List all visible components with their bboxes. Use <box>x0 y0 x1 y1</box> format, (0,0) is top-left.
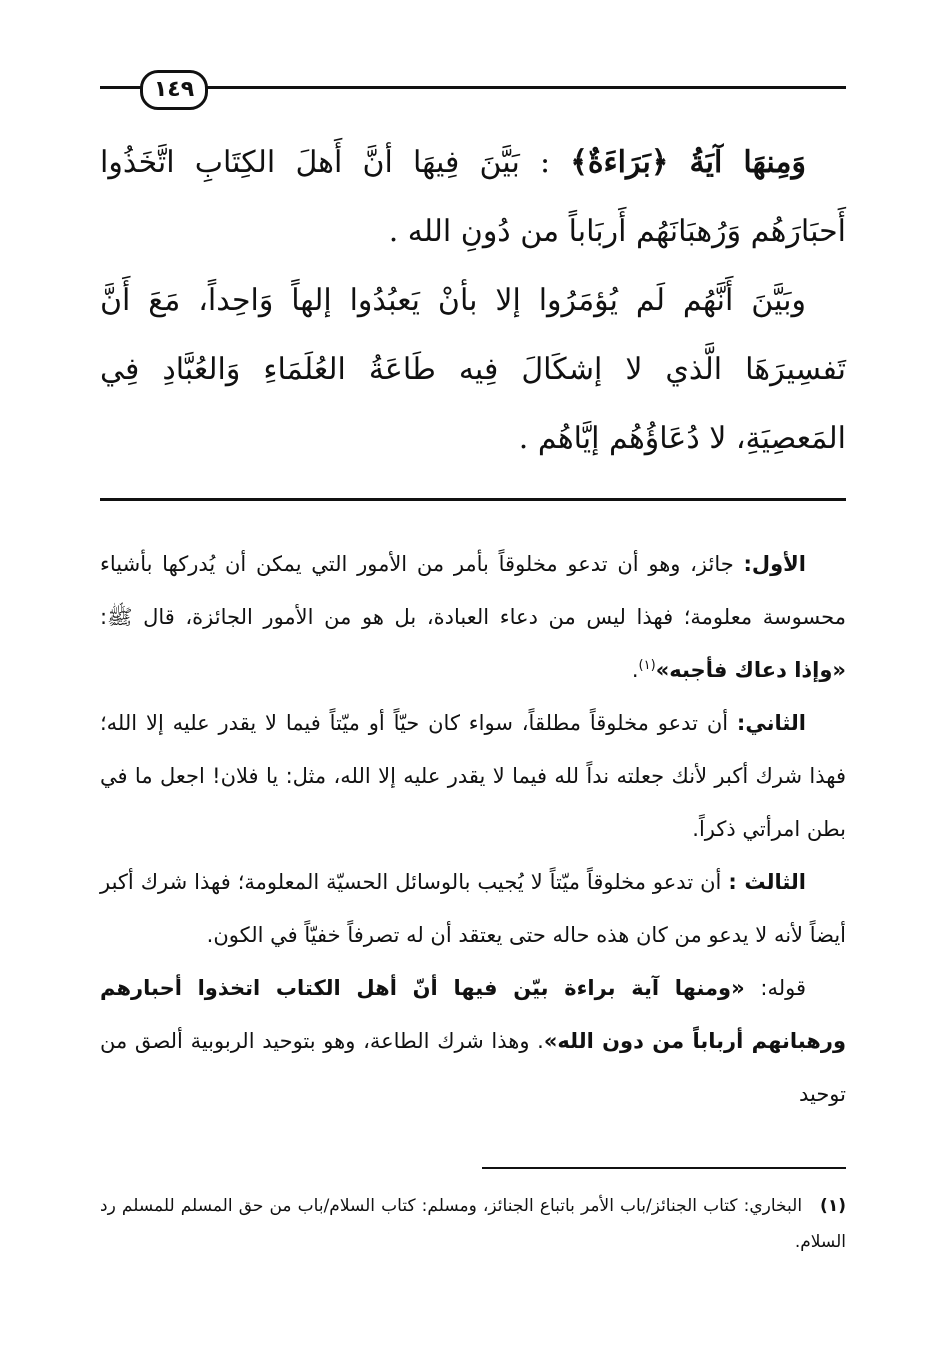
commentary-paragraph-2 <box>100 697 846 856</box>
main-paragraph-1-text: : بَيَّنَ فِيهَا أنَّ أَهلَ الكِتَابِ اتَّخَذُوا أَحبَارَهُم وَرُهبَانَهُم أَربَاباً من دُونِ الله . <box>100 145 846 249</box>
commentary-label: الثاني: <box>736 711 806 735</box>
section-divider <box>100 498 846 501</box>
commentary <box>100 538 846 1121</box>
header-rule <box>100 86 846 89</box>
page-number: ١٤٩ <box>140 70 208 110</box>
quoted-matn: «ومنها آية براءة بيّن فيها أنّ أهل الكتاب اتخذوا أحبارهم ورهبانهم أرباباً من دون الله» <box>100 976 846 1053</box>
commentary-label: الثالث : <box>728 870 806 894</box>
main-paragraph-1-intro: وَمِنهَا آيَةُ <box>668 145 806 180</box>
hadith-quote: «وإذا دعاك فأجبه» <box>655 658 846 682</box>
footnote-rule <box>482 1167 846 1169</box>
footnote-number: (١) <box>820 1196 846 1216</box>
footnote <box>100 1188 846 1260</box>
commentary-label: الأول: <box>743 552 806 576</box>
commentary-paragraph-4 <box>100 962 846 1121</box>
main-paragraph-1 <box>100 128 846 266</box>
commentary-paragraph-3 <box>100 856 846 962</box>
commentary-label: قوله: <box>760 976 806 1000</box>
commentary-text: أن تدعو مخلوقاً مطلقاً، سواء كان حيّاً أو ميّتاً فيما لا يقدر عليه إلا الله؛ فهذا شرك أكبر لأنك جعلته نداً لله فيما لا يقدر عليه إلا الله، مثل: يا فلان! اجعل ما في بطن امرأتي ذكراً. <box>100 711 846 841</box>
footnote-reference[interactable]: (١) <box>638 658 656 673</box>
main-text <box>100 128 846 473</box>
commentary-text: أن تدعو مخلوقاً ميّتاً لا يُجيب بالوسائل الحسيّة المعلومة؛ فهذا شرك أكبر أيضاً لأنه لا يدعو من كان هذه حاله حتى يعتقد أن له تصرفاً خفيّاً في الكون. <box>100 870 846 947</box>
footnote-entry <box>100 1188 846 1260</box>
footnote-text: البخاري: كتاب الجنائز/باب الأمر باتباع الجنائز، ومسلم: كتاب السلام/باب من حق المسلم للمسلم رد السلام. <box>100 1196 846 1252</box>
commentary-text: جائز، وهو أن تدعو مخلوقاً بأمر من الأمور التي يمكن أن يُدركها بأشياء محسوسة معلومة؛ فهذا ليس من دعاء العبادة، بل هو من الأمور الجائزة، قال ﷺ: <box>100 552 846 629</box>
commentary-text-end: . <box>631 658 639 682</box>
main-paragraph-2: وبَيَّنَ أَنَّهُم لَم يُؤمَرُوا إلا بأنْ يَعبُدُوا إلهاً وَاحِداً، مَعَ أَنَّ تَفسِيرَهَا الَّذي لا إشكَالَ فِيه طَاعَةُ العُلَمَاءِ وَالعُبَّادِ فِي المَعصِيَةِ، لا دُعَاؤُهُم إيَّاهُم . <box>100 283 846 456</box>
commentary-paragraph-1 <box>100 538 846 697</box>
quranic-quote: ﴿بَرَاءَةٌ﴾ <box>570 145 669 180</box>
commentary-text: . وهذا شرك الطاعة، وهو بتوحيد الربوبية ألصق من توحيد <box>100 1029 846 1106</box>
